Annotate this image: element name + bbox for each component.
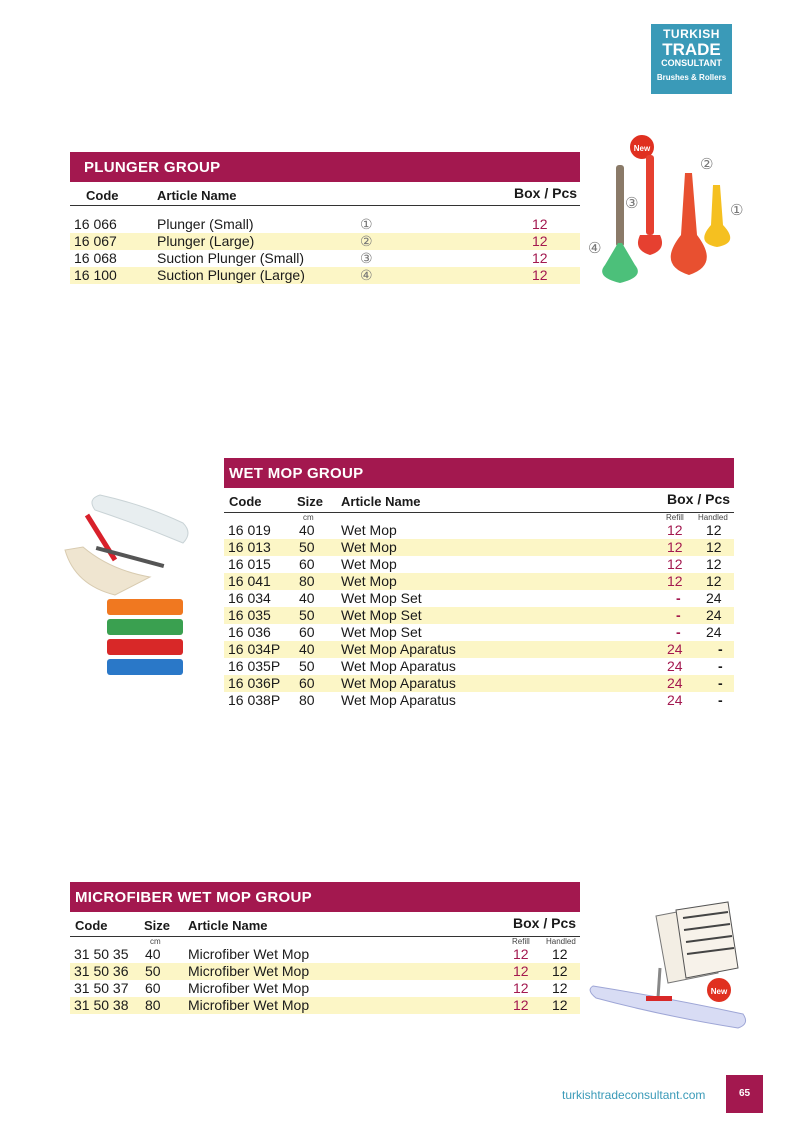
table-row	[70, 216, 580, 233]
unit-label: cm	[150, 937, 161, 946]
cell-refill: -	[676, 607, 681, 623]
cell-code: 16 068	[74, 250, 117, 266]
section-title: PLUNGER GROUP	[70, 152, 580, 182]
cell-size: 80	[299, 573, 315, 589]
mop-holder	[646, 996, 672, 1001]
cell-refill: 24	[667, 658, 683, 674]
mop-cotton	[65, 547, 150, 595]
cell-article: Wet Mop Aparatus	[341, 658, 456, 674]
header-article: Article Name	[188, 918, 268, 933]
new-badge	[706, 977, 732, 1003]
logo-tagline: Brushes & Rollers	[656, 73, 727, 82]
table-row	[70, 963, 580, 980]
cell-size: 60	[299, 556, 315, 572]
header-code: Code	[75, 918, 108, 933]
cell-size: 80	[299, 692, 315, 708]
footer-website: turkishtradeconsultant.com	[562, 1088, 706, 1102]
mop-pad-orange	[107, 599, 183, 615]
table-header	[224, 488, 734, 512]
header-code: Code	[86, 188, 119, 203]
cell-refill: 12	[513, 980, 529, 996]
cell-code: 16 034P	[228, 641, 281, 657]
mop-pad-green	[107, 619, 183, 635]
unit-label: cm	[303, 513, 314, 522]
refill-label: Refill	[512, 937, 530, 946]
table-row	[224, 692, 734, 709]
plunger-section	[70, 152, 580, 284]
cell-handled: 12	[552, 980, 568, 996]
header-article: Article Name	[341, 494, 421, 509]
header-box: Box / Pcs	[514, 185, 578, 201]
cell-refill: 12	[513, 946, 529, 962]
table-row	[70, 233, 580, 250]
cell-box: 12	[532, 250, 548, 266]
cell-size: 40	[299, 522, 315, 538]
cell-handled: 12	[706, 539, 722, 555]
cell-refill: 12	[667, 556, 683, 572]
table-subheader	[70, 936, 580, 946]
svg-text:New: New	[633, 144, 651, 153]
cell-handled: 12	[706, 556, 722, 572]
header-box: Box / Pcs	[513, 915, 577, 931]
cell-refill: 24	[667, 675, 683, 691]
cell-handled: -	[718, 675, 723, 691]
table-body	[70, 216, 580, 284]
cell-size: 60	[145, 980, 161, 996]
red-plunger-small-stick	[646, 155, 654, 235]
cell-refill: 24	[667, 641, 683, 657]
cell-code: 16 035	[228, 607, 271, 623]
cell-mark: ①	[360, 216, 373, 232]
table-row	[224, 573, 734, 590]
mark-2: ②	[700, 155, 714, 173]
table-row	[224, 556, 734, 573]
cell-code: 16 041	[228, 573, 271, 589]
table-row	[224, 624, 734, 641]
cell-mark: ④	[360, 267, 373, 283]
cell-code: 16 100	[74, 267, 117, 283]
cell-size: 60	[299, 624, 315, 640]
microfiber-product-image	[588, 898, 760, 1036]
cell-handled: 24	[706, 607, 722, 623]
table-row	[70, 250, 580, 267]
cell-mark: ②	[360, 233, 373, 249]
cell-article: Microfiber Wet Mop	[188, 946, 310, 962]
header-article: Article Name	[157, 188, 237, 203]
cell-refill: 12	[667, 573, 683, 589]
mop-pad-white	[92, 495, 188, 543]
cell-code: 16 013	[228, 539, 271, 555]
brand-logo	[651, 24, 732, 94]
table-row	[224, 658, 734, 675]
table-body	[70, 946, 580, 1014]
cell-refill: -	[676, 624, 681, 640]
table-row	[70, 997, 580, 1014]
mop-pad-red	[107, 639, 183, 655]
cell-handled: 12	[706, 573, 722, 589]
cell-box: 12	[532, 216, 548, 232]
logo-line-2: TRADE	[662, 40, 721, 59]
cell-article: Wet Mop	[341, 522, 397, 538]
table-subheader	[224, 512, 734, 522]
cell-article: Wet Mop	[341, 539, 397, 555]
plunger-small-yellow	[704, 185, 730, 247]
wooden-handle	[616, 165, 624, 247]
cell-article: Plunger (Small)	[157, 216, 254, 232]
cell-code: 16 067	[74, 233, 117, 249]
cell-code: 16 036P	[228, 675, 281, 691]
cell-handled: -	[718, 641, 723, 657]
cell-handled: -	[718, 692, 723, 708]
cell-size: 50	[145, 963, 161, 979]
cell-handled: 12	[552, 963, 568, 979]
cell-handled: 12	[552, 997, 568, 1013]
cell-box: 12	[532, 233, 548, 249]
table-row	[224, 539, 734, 556]
table-row	[70, 980, 580, 997]
cell-handled: 24	[706, 624, 722, 640]
plunger-large-red	[671, 173, 707, 275]
cell-refill: 12	[667, 539, 683, 555]
cell-size: 50	[299, 607, 315, 623]
cell-handled: 12	[552, 946, 568, 962]
table-row	[224, 590, 734, 607]
mop-pad-blue	[107, 659, 183, 675]
table-body	[224, 522, 734, 709]
cell-size: 40	[145, 946, 161, 962]
cell-box: 12	[532, 267, 548, 283]
cell-size: 60	[299, 675, 315, 691]
mop-handle	[658, 968, 660, 998]
cell-code: 31 50 35	[74, 946, 129, 962]
cell-size: 80	[145, 997, 161, 1013]
page-number: 65	[726, 1075, 763, 1113]
cell-article: Wet Mop Aparatus	[341, 641, 456, 657]
cell-size: 50	[299, 539, 315, 555]
cell-code: 31 50 37	[74, 980, 129, 996]
table-row	[224, 607, 734, 624]
cell-article: Wet Mop	[341, 556, 397, 572]
cell-article: Suction Plunger (Large)	[157, 267, 305, 283]
cell-article: Microfiber Wet Mop	[188, 997, 310, 1013]
table-row	[70, 946, 580, 963]
cell-mark: ③	[360, 250, 373, 266]
cell-article: Wet Mop Aparatus	[341, 692, 456, 708]
plunger-product-image	[585, 125, 760, 295]
wetmop-section	[224, 458, 734, 709]
cell-article: Microfiber Wet Mop	[188, 963, 310, 979]
cell-refill: 12	[667, 522, 683, 538]
cell-refill: 12	[513, 997, 529, 1013]
cell-handled: 12	[706, 522, 722, 538]
cell-article: Wet Mop Set	[341, 624, 422, 640]
mark-3: ③	[625, 194, 639, 212]
section-title: MICROFIBER WET MOP GROUP	[70, 882, 580, 912]
header-code: Code	[229, 494, 262, 509]
cell-refill: -	[676, 590, 681, 606]
cell-article: Plunger (Large)	[157, 233, 255, 249]
table-header	[70, 182, 580, 206]
table-row	[224, 675, 734, 692]
cell-article: Microfiber Wet Mop	[188, 980, 310, 996]
cell-article: Suction Plunger (Small)	[157, 250, 305, 266]
cell-code: 16 035P	[228, 658, 281, 674]
cell-handled: 24	[706, 590, 722, 606]
microfiber-section	[70, 882, 580, 1014]
cell-size: 40	[299, 641, 315, 657]
cell-article: Wet Mop Set	[341, 590, 422, 606]
cell-code: 31 50 36	[74, 963, 129, 979]
header-size: Size	[297, 494, 324, 509]
handled-label: Handled	[698, 513, 728, 522]
plunger-small-red	[638, 235, 662, 255]
wetmop-product-image	[55, 485, 195, 685]
table-row	[70, 267, 580, 284]
cell-code: 16 015	[228, 556, 271, 572]
cell-code: 16 034	[228, 590, 271, 606]
header-box: Box / Pcs	[667, 491, 731, 507]
cell-article: Wet Mop Set	[341, 607, 422, 623]
cell-code: 16 038P	[228, 692, 281, 708]
cell-size: 40	[299, 590, 315, 606]
cell-refill: 12	[513, 963, 529, 979]
cell-handled: -	[718, 658, 723, 674]
cell-article: Wet Mop	[341, 573, 397, 589]
header-size: Size	[144, 918, 171, 933]
handled-label: Handled	[546, 937, 576, 946]
refill-label: Refill	[666, 513, 684, 522]
cell-code: 16 066	[74, 216, 117, 232]
table-row	[224, 522, 734, 539]
cell-code: 16 019	[228, 522, 271, 538]
cell-code: 31 50 38	[74, 997, 129, 1013]
logo-line-1: TURKISH	[663, 27, 720, 41]
svg-text:New: New	[710, 987, 728, 996]
table-header	[70, 912, 580, 936]
mark-4: ④	[588, 239, 602, 257]
section-title: WET MOP GROUP	[224, 458, 734, 488]
cell-article: Wet Mop Aparatus	[341, 675, 456, 691]
mark-1: ①	[730, 201, 744, 219]
suction-plunger-large	[602, 243, 638, 283]
logo-line-3: CONSULTANT	[661, 58, 722, 68]
cell-refill: 24	[667, 692, 683, 708]
cell-size: 50	[299, 658, 315, 674]
cell-code: 16 036	[228, 624, 271, 640]
table-row	[224, 641, 734, 658]
